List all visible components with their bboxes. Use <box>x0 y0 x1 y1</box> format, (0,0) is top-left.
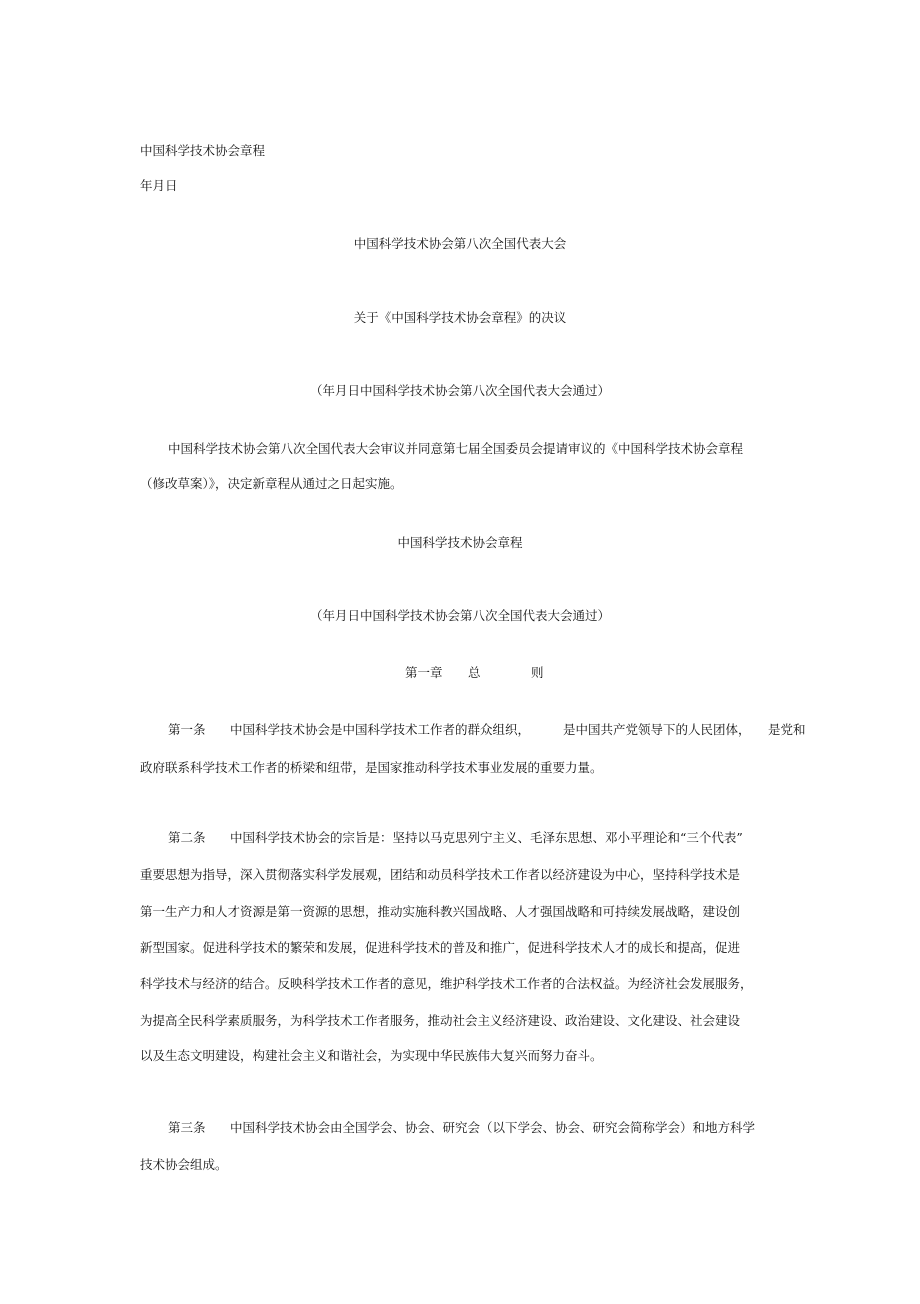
charter-title: 中国科学技术协会章程 <box>397 535 523 550</box>
resolution-passed-note: （年月日中国科学技术协会第八次全国代表大会通过） <box>309 383 610 398</box>
article-text-line: 技术协会组成。 <box>140 1157 228 1172</box>
date-line: 年月日 <box>140 178 178 193</box>
chapter-name-part: 则 <box>531 665 544 680</box>
resolution-body-line: 中国科学技术协会第八次全国代表大会审议并同意第七届全国委员会提请审议的《中国科学技术协会章程 <box>168 441 744 456</box>
resolution-title: 关于《中国科学技术协会章程》的决议 <box>353 310 567 325</box>
article-text-line: 中国科学技术协会的宗旨是：坚持以马克思列宁主义、毛泽东思想、邓小平理论和“三个代表” <box>230 830 743 845</box>
article-label: 第三条 <box>168 1120 206 1135</box>
article-text-line: 新型国家。促进科学技术的繁荣和发展，促进科学技术的普及和推广，促进科学技术人才的成长和提高，促进 <box>140 940 741 955</box>
article-label: 第一条 <box>168 722 206 737</box>
article-text-segment: 是中国共产党领导下的人民团体， <box>563 722 751 737</box>
article-text-line: 中国科学技术协会由全国学会、协会、研究会（以下学会、协会、研究会简称学会）和地方科学 <box>230 1120 756 1135</box>
article-text-segment: 是党和 <box>768 722 806 737</box>
chapter-label: 第一章 <box>405 665 443 680</box>
article-text-line: 为提高全民科学素质服务，为科学技术工作者服务，推动社会主义经济建设、政治建设、文化建设、社会建设 <box>140 1013 741 1028</box>
article-text-segment: 中国科学技术协会是中国科学技术工作者的群众组织， <box>230 722 531 737</box>
resolution-body-line: （修改草案）》，决定新章程从通过之日起实施。 <box>140 476 403 491</box>
congress-heading: 中国科学技术协会第八次全国代表大会 <box>353 236 567 251</box>
article-text-line: 政府联系科学技术工作者的桥梁和纽带，是国家推动科学技术事业发展的重要力量。 <box>140 760 603 775</box>
article-text-line: 以及生态文明建设，构建社会主义和谐社会，为实现中华民族伟大复兴而努力奋斗。 <box>140 1048 603 1063</box>
article-label: 第二条 <box>168 830 206 845</box>
article-text-line: 第一生产力和人才资源是第一资源的思想，推动实施科教兴国战略、人才强国战略和可持续发展战略，建设创 <box>140 904 741 919</box>
charter-passed-note: （年月日中国科学技术协会第八次全国代表大会通过） <box>309 608 610 623</box>
article-text-line: 重要思想为指导，深入贯彻落实科学发展观，团结和动员科学技术工作者以经济建设为中心，坚持科学技术是 <box>140 867 741 882</box>
article-text-line: 科学技术与经济的结合。反映科学技术工作者的意见，维护科学技术工作者的合法权益。为经济社会发展服务， <box>140 976 753 991</box>
chapter-name-part: 总 <box>468 665 481 680</box>
document-title: 中国科学技术协会章程 <box>140 143 266 158</box>
